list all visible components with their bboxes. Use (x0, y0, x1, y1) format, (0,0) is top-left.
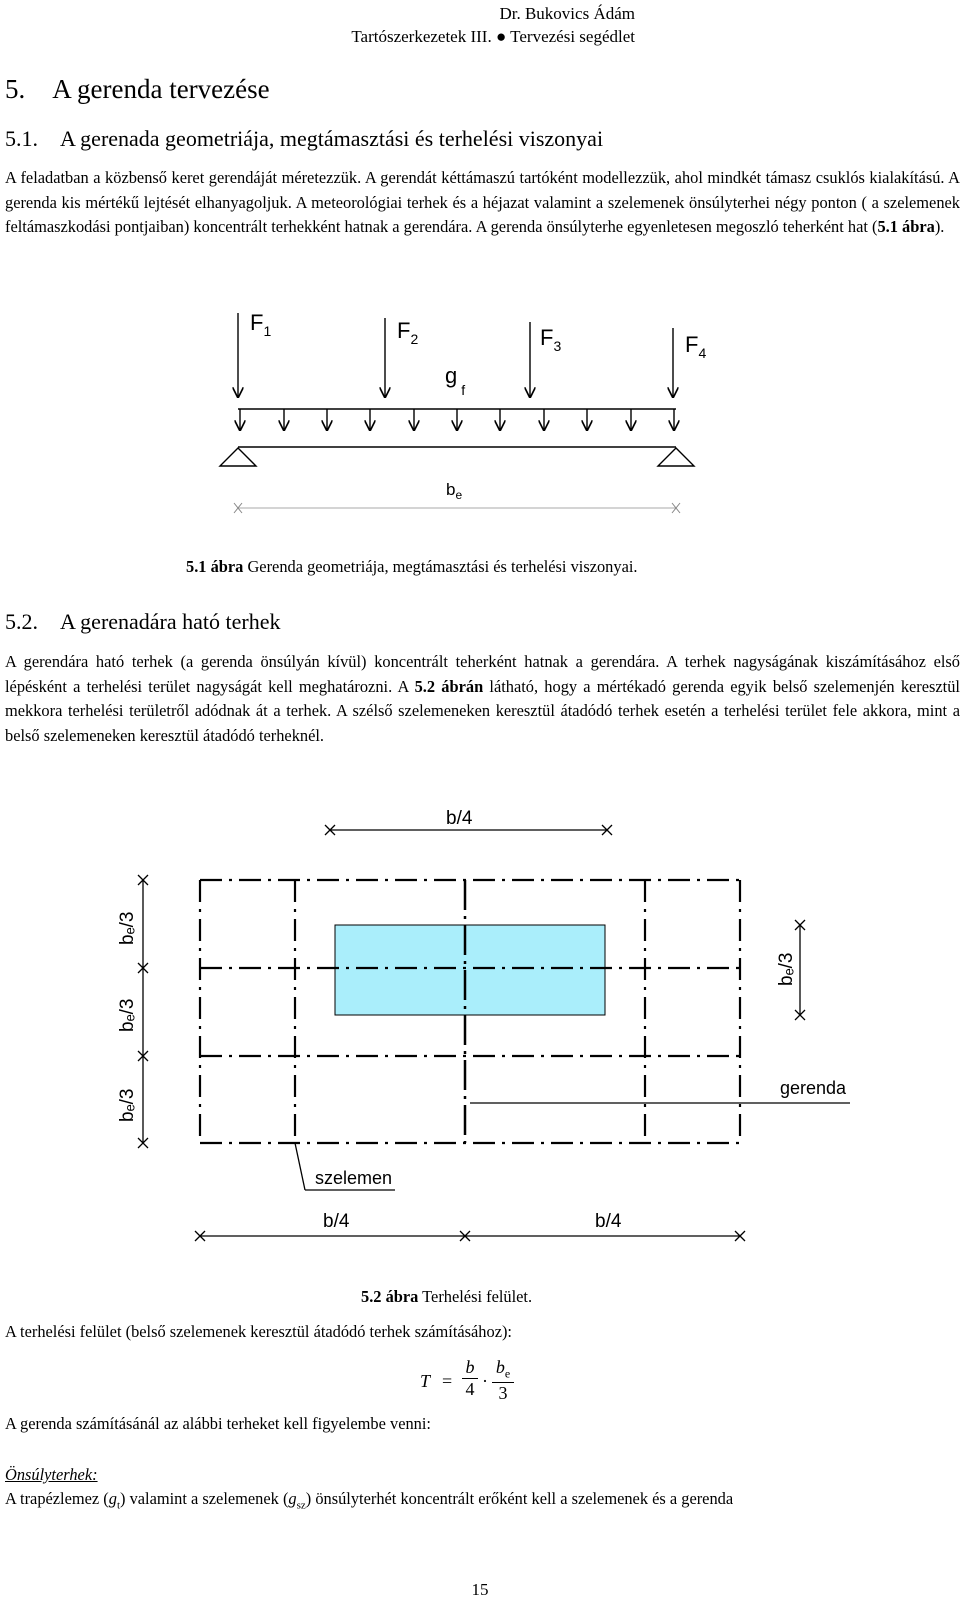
label-b4-top: b/4 (446, 808, 473, 829)
onsuly-heading (5, 1463, 960, 1488)
header-subtitle: Tartószerkezetek III. ● Tervezési segédlet (351, 27, 635, 46)
formula-dot: · (482, 1371, 488, 1391)
figure-2-load-area-diagram (100, 795, 860, 1255)
section-2-text-b: látható, hogy a mértékadó gerenda egyik belső szelemenjén keresztül mekkora terhelési területről adódnak át a terhek. A szélső szelemeneken keresztül átadódó terhek esetén a terhelési terület fele akkora, mint a belső szelemeneken keresztül átadódó terheknél. (5, 676, 960, 745)
section-1-text-end: ). (934, 217, 945, 236)
label-gf: $g_f$ (445, 363, 466, 398)
label-f2: $F_2$ (397, 318, 419, 347)
label-be3-1: bₑ/3 (117, 911, 138, 945)
last-para-g1: g (108, 1489, 117, 1508)
section-1-title: 5.1. A gerenada geometriája, megtámasztási és terhelési viszonyai (5, 126, 604, 151)
dimension-bottom (195, 1231, 745, 1241)
dimension-left (138, 875, 148, 1148)
formula-num2-sub: e (504, 1366, 511, 1381)
formula-fraction-1 (462, 1357, 478, 1400)
onsuly-heading-text: Önsúlyterhek: (5, 1465, 98, 1484)
header-author: Dr. Bukovics Ádám (499, 4, 635, 23)
section-2-paragraph (5, 650, 960, 748)
page-number: 15 (471, 1580, 489, 1599)
support-right (658, 448, 694, 466)
label-b4-right: b/4 (595, 1211, 622, 1232)
label-b4-left: b/4 (323, 1211, 350, 1232)
label-be3-right: bₑ/3 (776, 952, 797, 986)
last-paragraph (5, 1487, 960, 1518)
last-para-g2-sub: sz (296, 1499, 306, 1512)
section-1-text: A feladatban a közbenső keret gerendáját méretezzük. A gerendát kéttámaszú tartóként modellezzük, ahol mindkét támasz csuklós kialakítású. A gerenda kis mértékű lejtését elhanyagoljuk. A meteorológiai terhek és a héjazat valamint a szelemenek önsúlyterhei négy ponton ( a szelemenek feltámaszkodási pontjaiban) koncentrált terhekként hatnak a gerendára. A gerenda önsúlyterhe egyenletesen megoszló teherként hat ( (5, 168, 960, 236)
figure-1-caption (186, 557, 638, 577)
figure-1-ref: 5.1 ábra (877, 217, 935, 236)
last-para-a: A trapézlemez ( (5, 1489, 109, 1508)
figure-1-beam-diagram (200, 295, 720, 530)
last-para-c: ) önsúlyterhét koncentrált erőként kell a szelemenek és a gerenda (305, 1489, 734, 1508)
formula-num1: b (465, 1357, 475, 1377)
label-f3: $F_3$ (540, 325, 562, 354)
section-2-text-a: A gerendára ható terhek (a gerenda önsúlyán kívül) koncentrált teherként hatnak a gerendára. A terhek nagyságának kiszámításához első lépésként a terhelési terület nagyságát kell meghatározni. A (5, 652, 960, 696)
distributed-load-arrows (240, 409, 674, 430)
last-para-g2: g (288, 1489, 297, 1508)
label-be: $b_e$ (446, 480, 463, 502)
last-para-b: ) valamint a szelemenek ( (120, 1489, 289, 1508)
figure-1-caption-label: 5.1 ábra (186, 557, 244, 576)
figure-1-caption-text: Gerenda geometriája, megtámasztási és terhelési viszonyai. (243, 557, 638, 576)
label-f1: $F_1$ (250, 310, 272, 339)
formula-den2: 3 (492, 1382, 514, 1404)
label-szelemen: szelemen (315, 1168, 393, 1188)
load-area-rect (335, 925, 605, 1015)
text-load-area-intro: A terhelési felület (belső szelemenek keresztül átadódó terhek számításához): (5, 1322, 512, 1341)
chapter-title: 5. A gerenda tervezése (5, 74, 270, 104)
formula-den1: 4 (462, 1378, 478, 1400)
label-be3-2: bₑ/3 (117, 998, 138, 1032)
formula-fraction-2 (492, 1357, 514, 1404)
formula-load-area (418, 1355, 538, 1415)
figure-2-caption-label: 5.2 ábra (361, 1287, 419, 1306)
label-gerenda: gerenda (780, 1078, 847, 1098)
figure-2-caption (361, 1287, 532, 1307)
label-f4: $F_4$ (685, 332, 707, 361)
figure-2-ref: 5.2 ábrán (414, 676, 484, 696)
figure-2-caption-text: Terhelési felület. (418, 1287, 533, 1306)
formula-num2: b (495, 1357, 505, 1377)
text-loads-intro: A gerenda számításánál az alábbi terheket kell figyelembe venni: (5, 1414, 431, 1433)
formula-lhs: T (420, 1371, 431, 1391)
support-left (220, 448, 256, 466)
label-be3-3: bₑ/3 (117, 1088, 138, 1122)
section-1-paragraph (5, 166, 960, 240)
last-para-g1-sub: t (116, 1499, 121, 1512)
formula-equals: = (442, 1371, 453, 1391)
section-2-title: 5.2. A gerenadára ható terhek (5, 609, 281, 634)
